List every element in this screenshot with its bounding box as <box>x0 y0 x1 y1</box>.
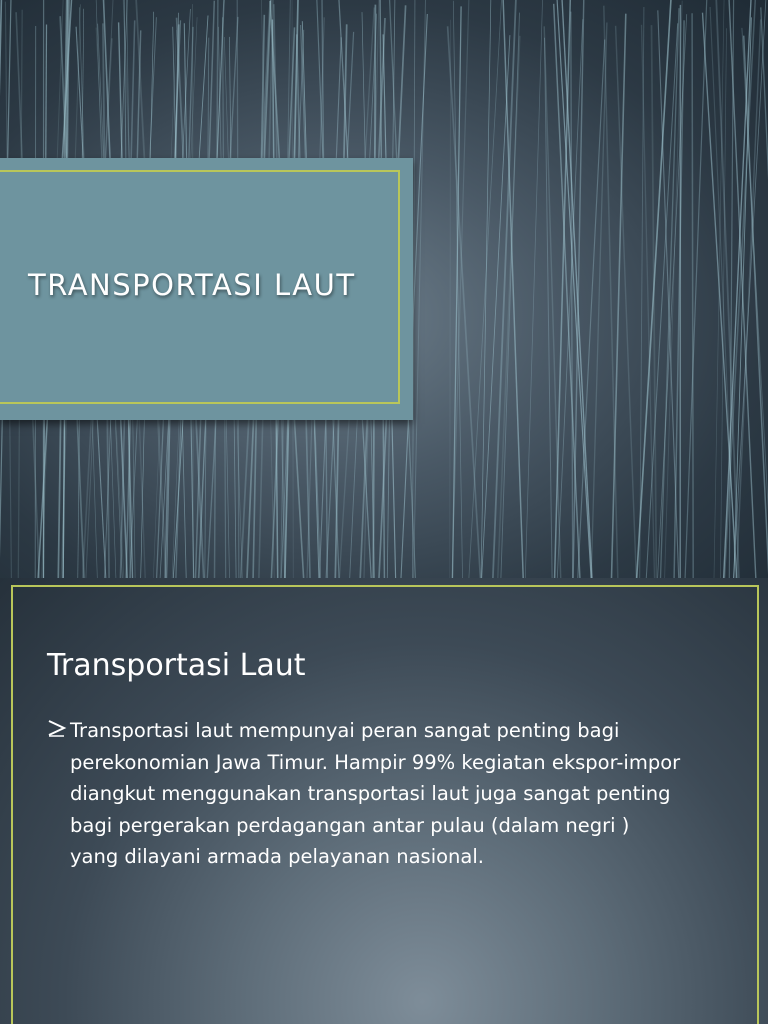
slide-title: TRANSPORTASI LAUT <box>28 268 356 302</box>
bullet-text-line: bagi pergerakan perdagangan antar pulau (dalam negri ) <box>70 813 630 837</box>
rain-streak <box>692 13 693 578</box>
rain-streak <box>604 6 618 578</box>
bullet-text <box>70 715 740 873</box>
rain-streak <box>571 12 573 578</box>
bullet-text-line: perekonomian Jawa Timur. Hampir 99% kegiatan ekspor-impor <box>70 750 681 774</box>
rain-streak <box>729 0 756 578</box>
content-heading: Transportasi Laut <box>47 648 306 683</box>
rain-streak <box>557 19 583 578</box>
bullet-text-line: Transportasi laut mempunyai peran sangat penting bagi <box>70 719 620 742</box>
rain-streak <box>525 0 543 578</box>
rain-streak <box>685 0 707 578</box>
bullet-text-line: diangkut menggunakan transportasi laut juga sangat penting <box>70 782 671 805</box>
rain-streak <box>545 38 553 578</box>
arrowhead-bullet-icon <box>46 717 68 739</box>
rain-streak <box>591 23 607 579</box>
rain-streak <box>448 26 481 578</box>
rain-streak <box>450 20 451 578</box>
bullet-text-line: yang dilayani armada pelayanan nasional. <box>70 845 484 868</box>
content-slide <box>0 578 768 1024</box>
